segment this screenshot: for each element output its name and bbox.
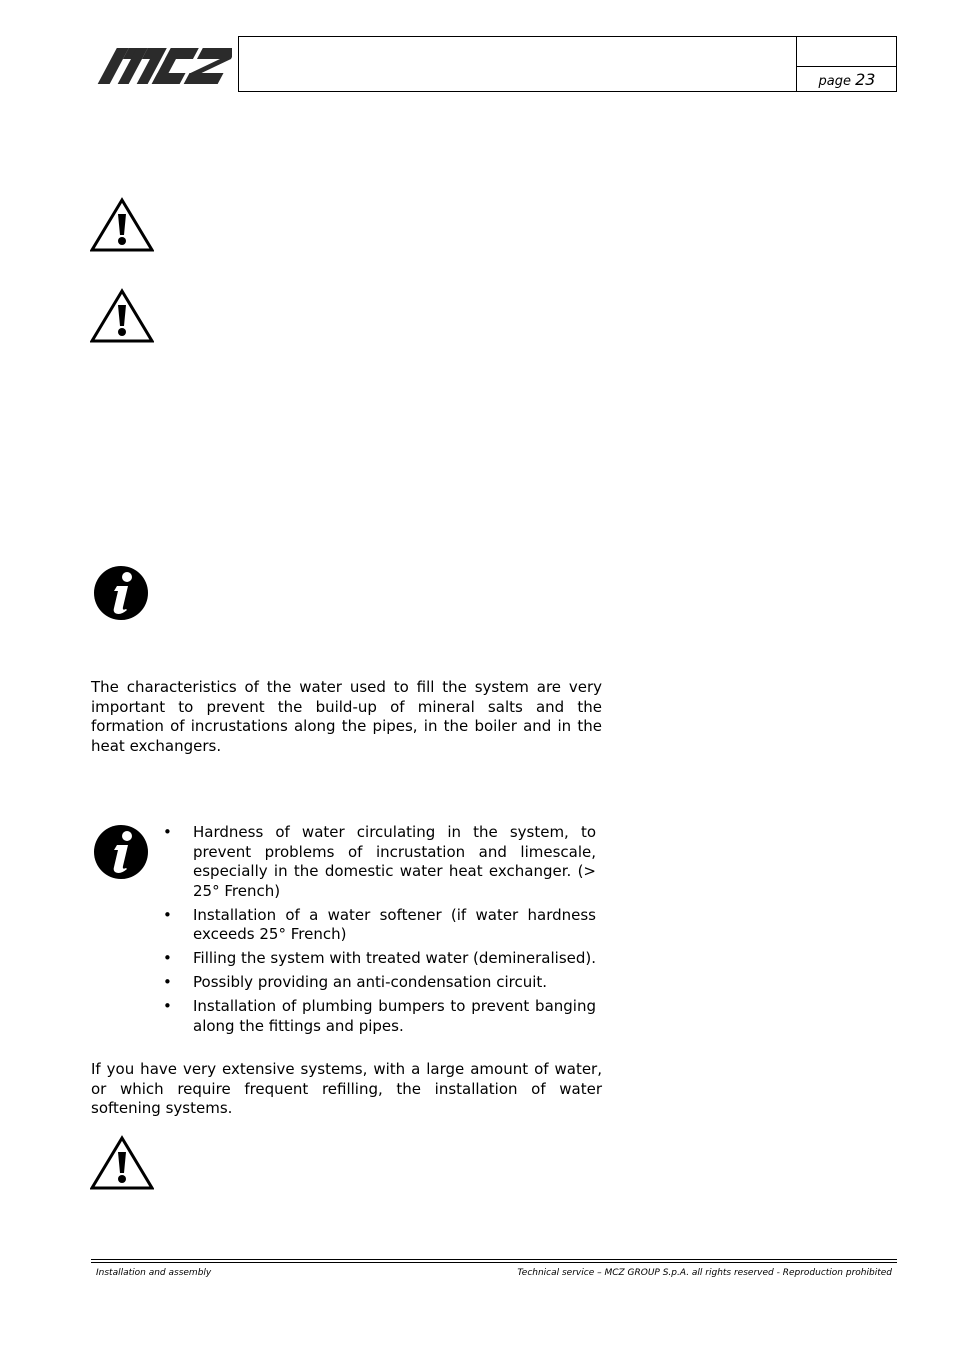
list-item: • Installation of plumbing bumpers to prevent banging along the fittings and pipes.: [163, 997, 596, 1035]
footer-rule: [91, 1259, 897, 1260]
footer-copyright: Technical service – MCZ GROUP S.p.A. all rights reserved - Reproduction prohibited: [517, 1268, 892, 1278]
requirements-list: [163, 823, 596, 1041]
closing-paragraph: If you have very extensive systems, with a large amount of water, or which require frequent refilling, the installation of water softening systems.: [91, 1060, 602, 1117]
list-item: • Filling the system with treated water (demineralised).: [163, 949, 597, 967]
mcz-logo: [92, 42, 232, 86]
page-number: page 23: [818, 70, 876, 89]
warning-triangle-icon: [90, 1135, 154, 1191]
footer-rule: [91, 1262, 897, 1263]
warning-triangle-icon: [90, 197, 154, 253]
header-title-box: [238, 36, 897, 92]
info-icon: [92, 564, 150, 622]
info-icon: [92, 823, 150, 881]
page-number-cell: [796, 37, 897, 91]
list-item: • Installation of a water softener (if water hardness exceeds 25° French): [163, 905, 596, 943]
warning-triangle-icon: [90, 288, 154, 344]
intro-paragraph: The characteristics of the water used to fill the system are very important to prevent the build-up of mineral salts and the formation of incrustations along the pipes, in the boiler and in the heat exchangers.: [91, 678, 602, 755]
list-item: • Hardness of water circulating in the system, to prevent problems of incrustation and limescale, especially in the domestic water heat exchanger. (> 25° French): [163, 823, 596, 900]
list-item: • Possibly providing an anti-condensation circuit.: [163, 973, 548, 991]
footer-section-title: Installation and assembly: [96, 1268, 212, 1278]
